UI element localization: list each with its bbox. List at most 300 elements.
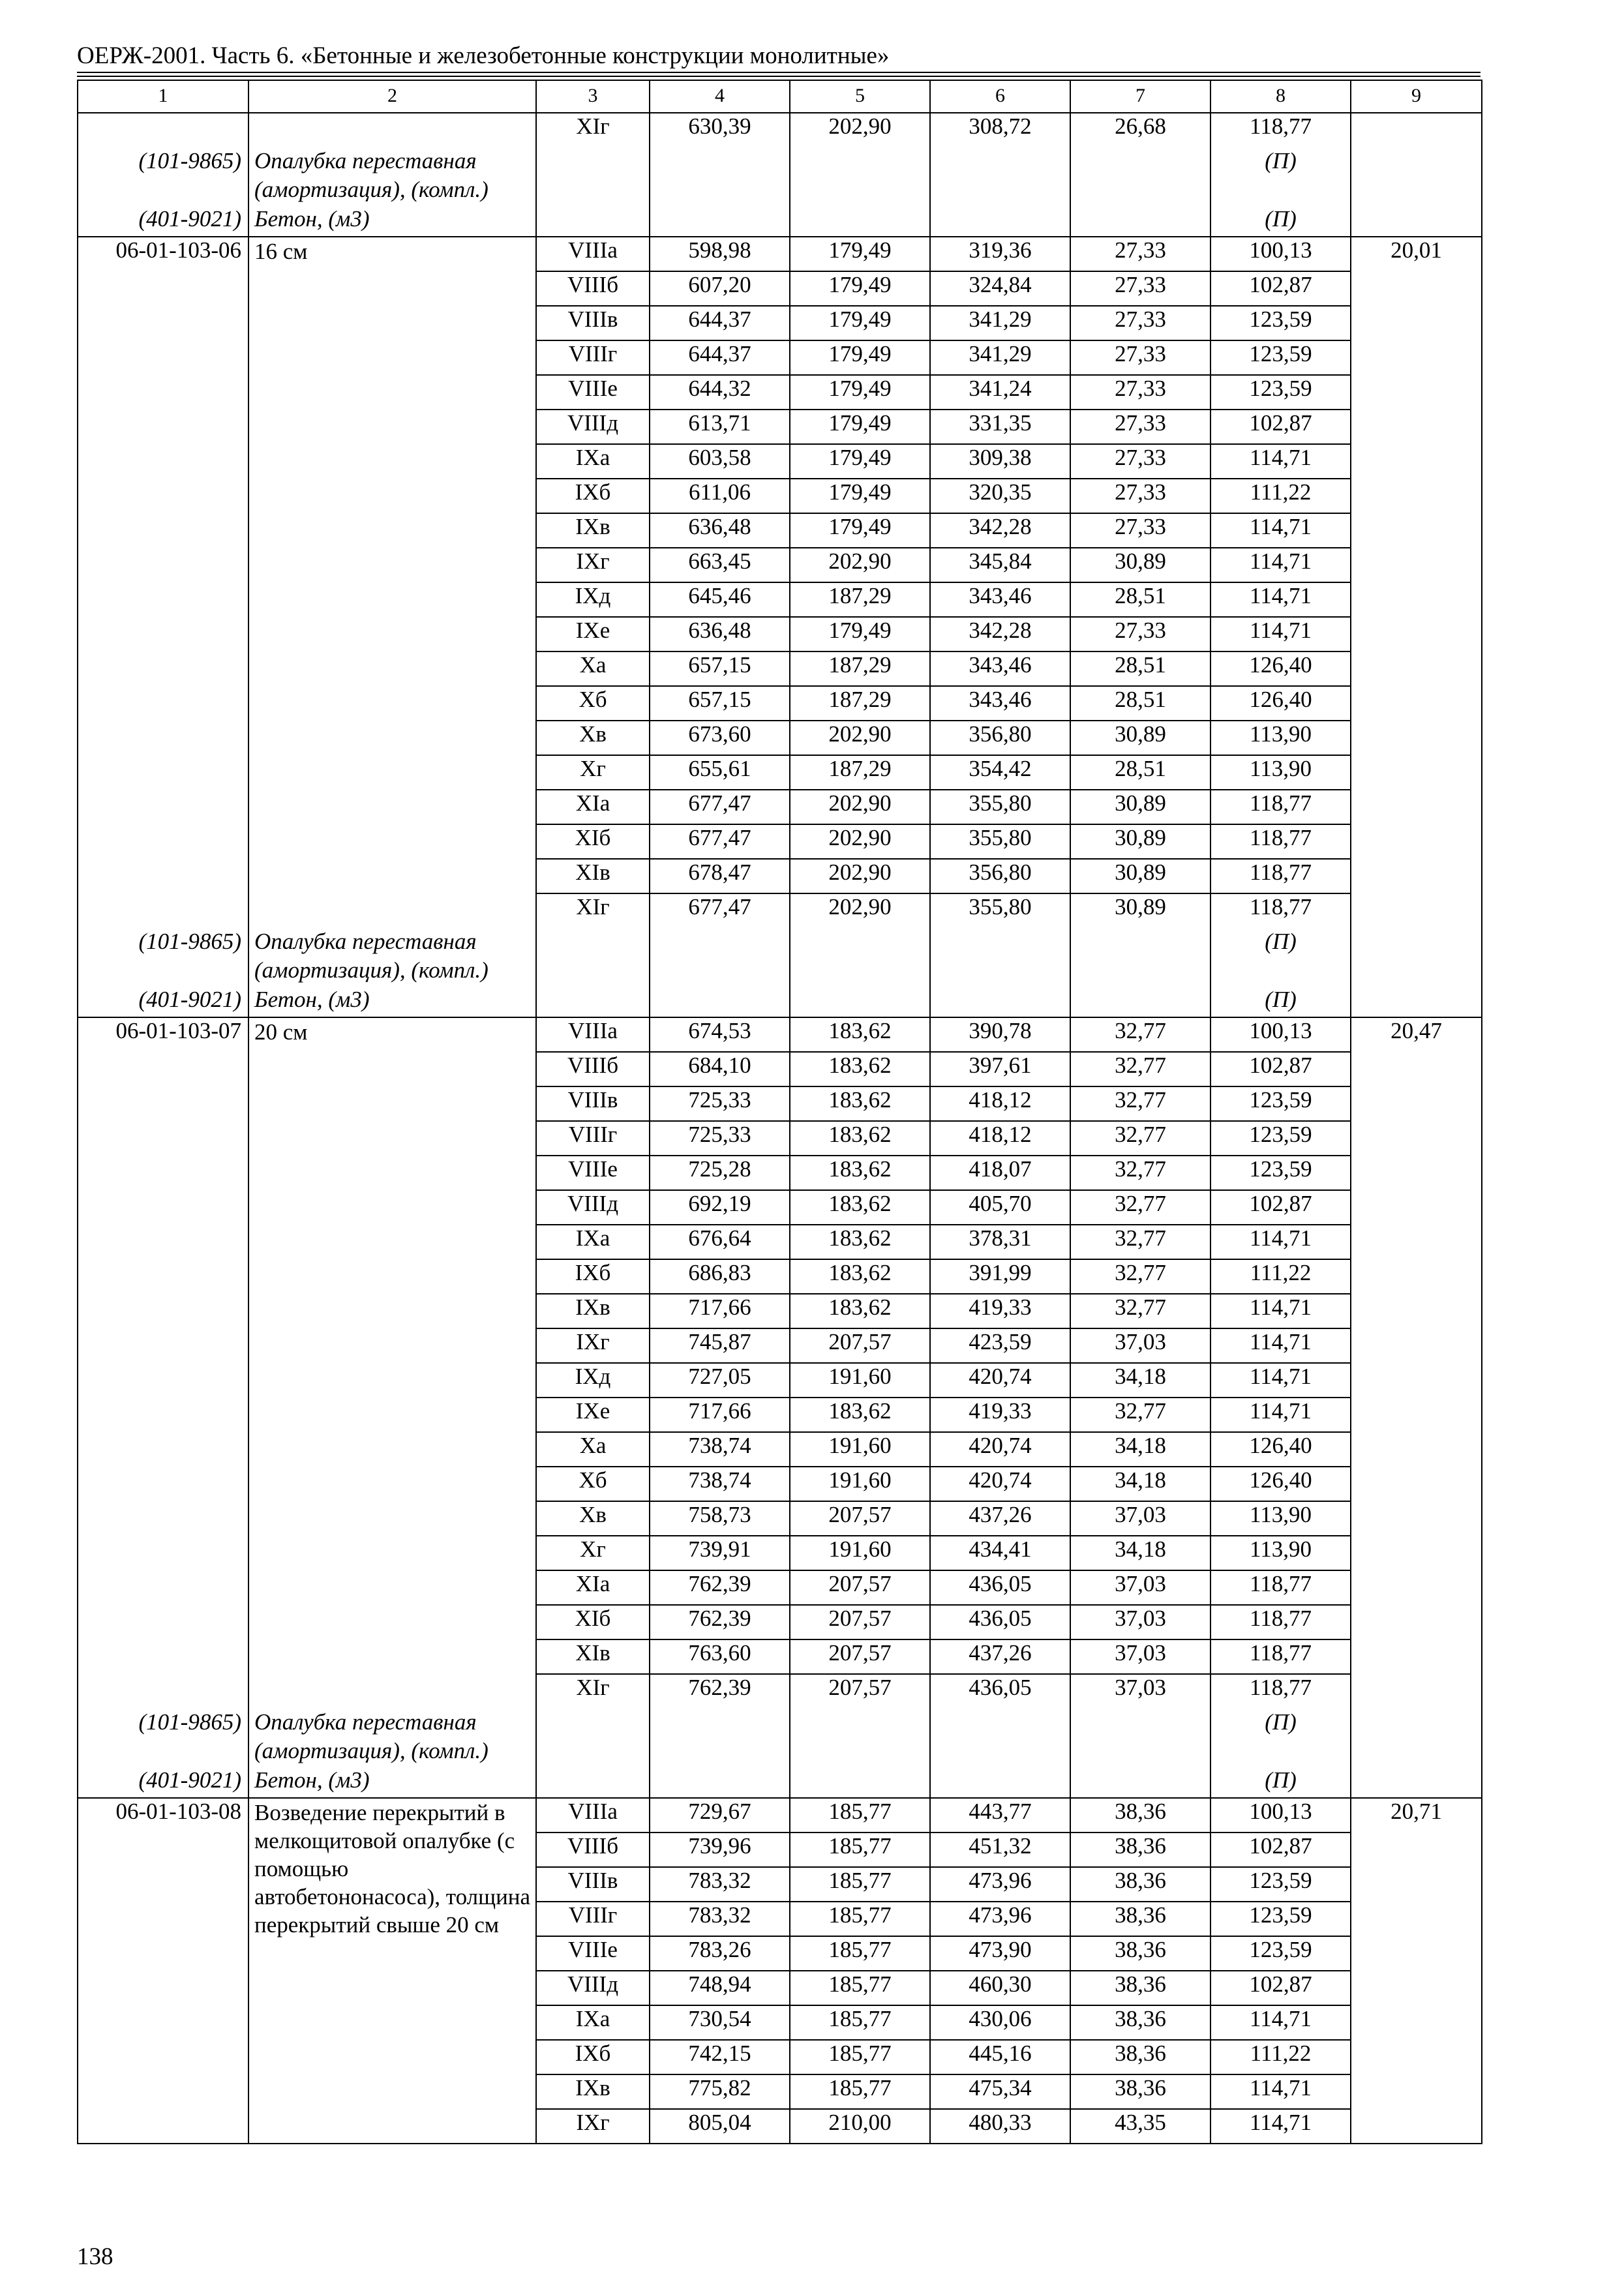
empty-cell	[790, 1708, 930, 1765]
value-cell: 113,90	[1210, 1536, 1351, 1570]
class-cell: Xа	[536, 1432, 650, 1467]
value-cell: 111,22	[1210, 1259, 1351, 1294]
class-cell: Xб	[536, 686, 650, 721]
value-cell: 202,90	[790, 824, 930, 859]
value-cell: 783,32	[650, 1902, 790, 1936]
class-cell: VIIIа	[536, 1798, 650, 1833]
class-cell: IXв	[536, 2074, 650, 2109]
value-cell: 191,60	[790, 1432, 930, 1467]
value-cell: 183,62	[790, 1052, 930, 1086]
resource-mark: (П)	[1210, 147, 1351, 204]
value-cell: 38,36	[1070, 2005, 1210, 2040]
value-cell: 37,03	[1070, 1674, 1210, 1708]
value-cell: 27,33	[1070, 237, 1210, 271]
value-cell: 738,74	[650, 1432, 790, 1467]
value-cell: 37,03	[1070, 1605, 1210, 1639]
value-cell: 745,87	[650, 1328, 790, 1363]
value-cell: 677,47	[650, 790, 790, 824]
value-cell: 727,05	[650, 1363, 790, 1398]
value-cell: 475,34	[930, 2074, 1070, 2109]
header-rule	[77, 76, 1481, 77]
empty-cell	[1070, 1708, 1210, 1765]
value-cell: 191,60	[790, 1536, 930, 1570]
class-cell: IXг	[536, 1328, 650, 1363]
value-cell: 113,90	[1210, 1501, 1351, 1536]
empty-cell	[248, 113, 536, 147]
value-cell: 123,59	[1210, 1156, 1351, 1190]
resource-code: (101-9865)	[78, 147, 248, 204]
resource-name: Бетон, (м3)	[248, 204, 536, 237]
value-cell: 758,73	[650, 1501, 790, 1536]
value-cell: 202,90	[790, 721, 930, 755]
empty-cell	[650, 204, 790, 237]
class-cell: VIIIг	[536, 1902, 650, 1936]
value-cell: 674,53	[650, 1017, 790, 1052]
class-cell: Xб	[536, 1467, 650, 1501]
empty-cell	[1070, 927, 1210, 985]
table-row	[78, 237, 1482, 271]
value-cell: 309,38	[930, 444, 1070, 479]
value-cell: 451,32	[930, 1833, 1070, 1867]
class-cell: VIIIг	[536, 340, 650, 375]
class-cell: VIIIв	[536, 1867, 650, 1902]
value-cell: 207,57	[790, 1639, 930, 1674]
value-cell: 27,33	[1070, 513, 1210, 548]
class-cell: VIIIе	[536, 1156, 650, 1190]
value-cell: 341,24	[930, 375, 1070, 410]
value-cell: 191,60	[790, 1467, 930, 1501]
class-cell: XIг	[536, 113, 650, 147]
value-cell: 179,49	[790, 617, 930, 651]
empty-cell	[1070, 147, 1210, 204]
column-number-cell: 7	[1070, 80, 1210, 113]
class-cell: IXд	[536, 582, 650, 617]
resource-row	[78, 927, 1482, 985]
value-cell: 598,98	[650, 237, 790, 271]
value-cell: 657,15	[650, 651, 790, 686]
value-cell: 473,96	[930, 1902, 1070, 1936]
value-cell: 355,80	[930, 893, 1070, 927]
value-cell: 118,77	[1210, 1639, 1351, 1674]
value-cell: 331,35	[930, 410, 1070, 444]
value-cell: 114,71	[1210, 617, 1351, 651]
value-cell: 729,67	[650, 1798, 790, 1833]
value-cell: 320,35	[930, 479, 1070, 513]
value-cell: 419,33	[930, 1398, 1070, 1432]
value-cell: 354,42	[930, 755, 1070, 790]
class-cell: IXа	[536, 2005, 650, 2040]
empty-cell	[536, 927, 650, 985]
value-cell: 738,74	[650, 1467, 790, 1501]
class-cell: IXе	[536, 617, 650, 651]
value-cell: 343,46	[930, 686, 1070, 721]
empty-cell	[790, 147, 930, 204]
value-cell: 118,77	[1210, 824, 1351, 859]
value-cell: 30,89	[1070, 790, 1210, 824]
rate-name: 16 см	[248, 237, 536, 927]
rates-table	[77, 80, 1482, 2144]
value-cell: 418,07	[930, 1156, 1070, 1190]
value-cell: 783,32	[650, 1867, 790, 1902]
value-cell: 343,46	[930, 651, 1070, 686]
resource-code: (401-9021)	[78, 204, 248, 237]
value-cell: 308,72	[930, 113, 1070, 147]
value-cell: 678,47	[650, 859, 790, 893]
value-cell: 38,36	[1070, 2074, 1210, 2109]
resource-row	[78, 204, 1482, 237]
value-cell: 30,89	[1070, 893, 1210, 927]
column-number-cell: 8	[1210, 80, 1351, 113]
value-cell: 27,33	[1070, 479, 1210, 513]
class-cell: VIIIб	[536, 1052, 650, 1086]
rate-code: 06-01-103-06	[78, 237, 248, 927]
value-cell: 37,03	[1070, 1639, 1210, 1674]
class-cell: XIб	[536, 824, 650, 859]
value-cell: 207,57	[790, 1570, 930, 1605]
value-cell: 113,90	[1210, 721, 1351, 755]
empty-cell	[930, 204, 1070, 237]
value-cell: 603,58	[650, 444, 790, 479]
value-cell: 27,33	[1070, 410, 1210, 444]
column-number-cell: 5	[790, 80, 930, 113]
empty-cell	[650, 1708, 790, 1765]
column-number-cell: 6	[930, 80, 1070, 113]
value-cell: 38,36	[1070, 2040, 1210, 2074]
value-cell: 207,57	[790, 1605, 930, 1639]
value-cell: 187,29	[790, 686, 930, 721]
class-cell: Xв	[536, 721, 650, 755]
empty-cell	[536, 147, 650, 204]
value-cell: 123,59	[1210, 306, 1351, 340]
value-cell: 356,80	[930, 721, 1070, 755]
value-cell: 126,40	[1210, 651, 1351, 686]
empty-cell	[790, 985, 930, 1017]
resource-row	[78, 1765, 1482, 1798]
value-cell: 28,51	[1070, 651, 1210, 686]
value-cell: 748,94	[650, 1971, 790, 2005]
value-cell: 34,18	[1070, 1363, 1210, 1398]
value-cell: 436,05	[930, 1605, 1070, 1639]
resource-row	[78, 1708, 1482, 1765]
empty-cell	[1351, 113, 1482, 237]
value-cell: 32,77	[1070, 1156, 1210, 1190]
value-cell: 32,77	[1070, 1294, 1210, 1328]
value-cell: 739,91	[650, 1536, 790, 1570]
value-cell: 644,32	[650, 375, 790, 410]
class-cell: VIIIг	[536, 1121, 650, 1156]
value-cell: 123,59	[1210, 1867, 1351, 1902]
value-cell: 655,61	[650, 755, 790, 790]
class-cell: XIб	[536, 1605, 650, 1639]
value-cell: 32,77	[1070, 1086, 1210, 1121]
value-cell: 207,57	[790, 1328, 930, 1363]
value-cell: 419,33	[930, 1294, 1070, 1328]
rate-col9: 20,01	[1351, 237, 1482, 1017]
value-cell: 183,62	[790, 1294, 930, 1328]
empty-cell	[536, 204, 650, 237]
value-cell: 202,90	[790, 859, 930, 893]
value-cell: 37,03	[1070, 1501, 1210, 1536]
value-cell: 611,06	[650, 479, 790, 513]
value-cell: 663,45	[650, 548, 790, 582]
class-cell: IXв	[536, 1294, 650, 1328]
empty-cell	[536, 1708, 650, 1765]
value-cell: 32,77	[1070, 1017, 1210, 1052]
value-cell: 341,29	[930, 306, 1070, 340]
page-number: 138	[77, 2243, 113, 2270]
value-cell: 118,77	[1210, 790, 1351, 824]
table-row	[78, 1798, 1482, 1833]
value-cell: 30,89	[1070, 859, 1210, 893]
value-cell: 123,59	[1210, 1086, 1351, 1121]
empty-cell	[650, 1765, 790, 1798]
class-cell: XIг	[536, 893, 650, 927]
value-cell: 613,71	[650, 410, 790, 444]
value-cell: 38,36	[1070, 1867, 1210, 1902]
class-cell: VIIIб	[536, 271, 650, 306]
value-cell: 114,71	[1210, 582, 1351, 617]
resource-code: (101-9865)	[78, 1708, 248, 1765]
rate-name: Возведение перекрытий в мелкощитовой опалубке (с помощью автобетононасоса), толщина перекрытий свыше 20 см	[248, 1798, 536, 2144]
value-cell: 123,59	[1210, 1936, 1351, 1971]
value-cell: 430,06	[930, 2005, 1070, 2040]
value-cell: 27,33	[1070, 271, 1210, 306]
value-cell: 420,74	[930, 1363, 1070, 1398]
value-cell: 725,33	[650, 1121, 790, 1156]
value-cell: 207,57	[790, 1674, 930, 1708]
value-cell: 607,20	[650, 271, 790, 306]
value-cell: 37,03	[1070, 1570, 1210, 1605]
value-cell: 342,28	[930, 617, 1070, 651]
column-number-cell: 2	[248, 80, 536, 113]
value-cell: 123,59	[1210, 1121, 1351, 1156]
table-row	[78, 113, 1482, 147]
value-cell: 38,36	[1070, 1936, 1210, 1971]
value-cell: 630,39	[650, 113, 790, 147]
value-cell: 179,49	[790, 410, 930, 444]
value-cell: 183,62	[790, 1225, 930, 1259]
page-header: ОЕРЖ-2001. Часть 6. «Бетонные и железобетонные конструкции монолитные»	[77, 42, 890, 69]
value-cell: 179,49	[790, 444, 930, 479]
resource-code: (101-9865)	[78, 927, 248, 985]
value-cell: 405,70	[930, 1190, 1070, 1225]
value-cell: 114,71	[1210, 2109, 1351, 2144]
value-cell: 725,28	[650, 1156, 790, 1190]
class-cell: IXв	[536, 513, 650, 548]
value-cell: 183,62	[790, 1398, 930, 1432]
empty-cell	[790, 927, 930, 985]
column-number-cell: 3	[536, 80, 650, 113]
empty-cell	[536, 1765, 650, 1798]
value-cell: 183,62	[790, 1259, 930, 1294]
value-cell: 436,05	[930, 1570, 1070, 1605]
value-cell: 730,54	[650, 2005, 790, 2040]
value-cell: 445,16	[930, 2040, 1070, 2074]
value-cell: 114,71	[1210, 2005, 1351, 2040]
value-cell: 179,49	[790, 479, 930, 513]
value-cell: 32,77	[1070, 1398, 1210, 1432]
value-cell: 102,87	[1210, 271, 1351, 306]
class-cell: VIIIб	[536, 1833, 650, 1867]
class-cell: XIа	[536, 1570, 650, 1605]
value-cell: 185,77	[790, 1936, 930, 1971]
value-cell: 391,99	[930, 1259, 1070, 1294]
value-cell: 636,48	[650, 513, 790, 548]
value-cell: 26,68	[1070, 113, 1210, 147]
resource-mark: (П)	[1210, 985, 1351, 1017]
value-cell: 436,05	[930, 1674, 1070, 1708]
value-cell: 118,77	[1210, 859, 1351, 893]
value-cell: 342,28	[930, 513, 1070, 548]
value-cell: 443,77	[930, 1798, 1070, 1833]
value-cell: 345,84	[930, 548, 1070, 582]
class-cell: IXд	[536, 1363, 650, 1398]
value-cell: 202,90	[790, 548, 930, 582]
value-cell: 123,59	[1210, 340, 1351, 375]
value-cell: 187,29	[790, 755, 930, 790]
column-number-cell: 4	[650, 80, 790, 113]
value-cell: 32,77	[1070, 1190, 1210, 1225]
value-cell: 420,74	[930, 1432, 1070, 1467]
value-cell: 114,71	[1210, 444, 1351, 479]
value-cell: 111,22	[1210, 2040, 1351, 2074]
empty-cell	[536, 985, 650, 1017]
value-cell: 185,77	[790, 1867, 930, 1902]
resource-name: Опалубка переставная (амортизация), (компл.)	[248, 1708, 536, 1765]
value-cell: 27,33	[1070, 375, 1210, 410]
value-cell: 118,77	[1210, 1605, 1351, 1639]
class-cell: IXг	[536, 2109, 650, 2144]
resource-mark: (П)	[1210, 927, 1351, 985]
empty-cell	[930, 927, 1070, 985]
value-cell: 183,62	[790, 1156, 930, 1190]
class-cell: VIIIв	[536, 306, 650, 340]
column-number-cell: 9	[1351, 80, 1482, 113]
value-cell: 673,60	[650, 721, 790, 755]
value-cell: 32,77	[1070, 1121, 1210, 1156]
value-cell: 356,80	[930, 859, 1070, 893]
class-cell: IXг	[536, 548, 650, 582]
value-cell: 762,39	[650, 1674, 790, 1708]
resource-name: Опалубка переставная (амортизация), (компл.)	[248, 927, 536, 985]
empty-cell	[1070, 204, 1210, 237]
value-cell: 183,62	[790, 1121, 930, 1156]
value-cell: 437,26	[930, 1639, 1070, 1674]
value-cell: 185,77	[790, 2040, 930, 2074]
empty-cell	[790, 1765, 930, 1798]
value-cell: 179,49	[790, 375, 930, 410]
value-cell: 717,66	[650, 1294, 790, 1328]
value-cell: 762,39	[650, 1605, 790, 1639]
value-cell: 38,36	[1070, 1833, 1210, 1867]
empty-cell	[930, 1765, 1070, 1798]
value-cell: 38,36	[1070, 1798, 1210, 1833]
value-cell: 126,40	[1210, 686, 1351, 721]
value-cell: 473,96	[930, 1867, 1070, 1902]
value-cell: 418,12	[930, 1086, 1070, 1121]
value-cell: 480,33	[930, 2109, 1070, 2144]
value-cell: 114,71	[1210, 513, 1351, 548]
class-cell: VIIIд	[536, 1190, 650, 1225]
value-cell: 32,77	[1070, 1259, 1210, 1294]
value-cell: 319,36	[930, 237, 1070, 271]
resource-row	[78, 985, 1482, 1017]
class-cell: VIIIд	[536, 410, 650, 444]
value-cell: 185,77	[790, 2074, 930, 2109]
value-cell: 118,77	[1210, 113, 1351, 147]
value-cell: 191,60	[790, 1363, 930, 1398]
class-cell: VIIIа	[536, 237, 650, 271]
value-cell: 114,71	[1210, 1294, 1351, 1328]
value-cell: 645,46	[650, 582, 790, 617]
class-cell: IXа	[536, 444, 650, 479]
class-cell: XIв	[536, 1639, 650, 1674]
empty-cell	[78, 113, 248, 147]
value-cell: 783,26	[650, 1936, 790, 1971]
value-cell: 114,71	[1210, 548, 1351, 582]
value-cell: 644,37	[650, 306, 790, 340]
value-cell: 437,26	[930, 1501, 1070, 1536]
value-cell: 118,77	[1210, 1570, 1351, 1605]
value-cell: 187,29	[790, 582, 930, 617]
class-cell: IXа	[536, 1225, 650, 1259]
value-cell: 34,18	[1070, 1432, 1210, 1467]
value-cell: 27,33	[1070, 340, 1210, 375]
header-rule	[77, 72, 1481, 73]
value-cell: 123,59	[1210, 1902, 1351, 1936]
empty-cell	[650, 927, 790, 985]
column-number-row	[78, 80, 1482, 113]
table-row	[78, 1017, 1482, 1052]
value-cell: 114,71	[1210, 1328, 1351, 1363]
value-cell: 473,90	[930, 1936, 1070, 1971]
value-cell: 100,13	[1210, 1017, 1351, 1052]
value-cell: 183,62	[790, 1190, 930, 1225]
class-cell: VIIIа	[536, 1017, 650, 1052]
value-cell: 355,80	[930, 824, 1070, 859]
value-cell: 126,40	[1210, 1432, 1351, 1467]
value-cell: 32,77	[1070, 1052, 1210, 1086]
value-cell: 43,35	[1070, 2109, 1210, 2144]
value-cell: 775,82	[650, 2074, 790, 2109]
value-cell: 202,90	[790, 113, 930, 147]
rate-name: 20 см	[248, 1017, 536, 1708]
value-cell: 118,77	[1210, 1674, 1351, 1708]
resource-mark: (П)	[1210, 204, 1351, 237]
value-cell: 114,71	[1210, 1225, 1351, 1259]
value-cell: 185,77	[790, 1798, 930, 1833]
value-cell: 102,87	[1210, 1052, 1351, 1086]
value-cell: 636,48	[650, 617, 790, 651]
value-cell: 27,33	[1070, 444, 1210, 479]
resource-mark: (П)	[1210, 1765, 1351, 1798]
value-cell: 123,59	[1210, 375, 1351, 410]
value-cell: 28,51	[1070, 582, 1210, 617]
value-cell: 34,18	[1070, 1467, 1210, 1501]
class-cell: Xг	[536, 1536, 650, 1570]
value-cell: 676,64	[650, 1225, 790, 1259]
value-cell: 185,77	[790, 1902, 930, 1936]
value-cell: 686,83	[650, 1259, 790, 1294]
class-cell: Xв	[536, 1501, 650, 1536]
value-cell: 30,89	[1070, 824, 1210, 859]
value-cell: 677,47	[650, 893, 790, 927]
value-cell: 341,29	[930, 340, 1070, 375]
class-cell: XIг	[536, 1674, 650, 1708]
resource-name: Бетон, (м3)	[248, 985, 536, 1017]
value-cell: 644,37	[650, 340, 790, 375]
value-cell: 762,39	[650, 1570, 790, 1605]
